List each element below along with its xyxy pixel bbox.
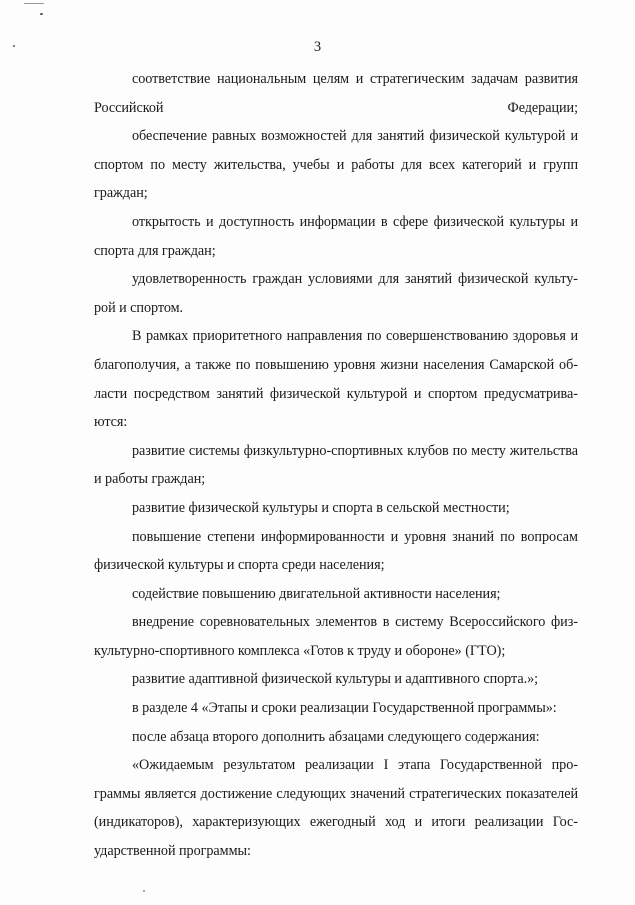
page-number: 3 (313, 39, 322, 55)
paragraph: развитие адаптивной физической культуры и адаптивного спорта.»; (132, 671, 539, 688)
paragraph: в разделе 4 «Этапы и сроки реализации Государственной программы»: (132, 700, 557, 717)
paragraph: В рамках приоритетного направления по совершенствованию здоровья и благополучия, а также по повышению уровня жизни населения Самарской области посредством занятий физической культурой и спортом предусматриваются: (94, 328, 578, 431)
paragraph: «Ожидаемым результатом реализации I этапа Государственной программы является достижение следующих значений стратегических показателей (индикаторов), характеризующих ежегодный ход и итоги реализации Государственной программы: (94, 757, 578, 860)
paragraph: содействие повышению двигательной активности населения; (132, 585, 501, 602)
paragraph: обеспечение равных возможностей для занятий физической культурой и спортом по месту жительства, учебы и работы для всех категорий и групп граждан; (94, 128, 578, 202)
paragraph: внедрение соревновательных элементов в систему Всероссийского физкультурно-спортивного комплекса «Готов к труду и обороне» (ГТО); (94, 614, 578, 659)
paragraph: повышение степени информированности и уровня знаний по вопросам физической культуры и спорта среди населения; (94, 528, 578, 574)
paragraph: соответствие национальным целям и стратегическим задачам развития Российской Федерации; (94, 71, 578, 116)
paragraph: удовлетворенность граждан условиями для занятий физической культурой и спортом. (94, 271, 578, 316)
scan-artifact-line (24, 3, 44, 4)
paragraph: развитие системы физкультурно-спортивных клубов по месту жительства и работы граждан; (94, 442, 578, 488)
paragraph: открытость и доступность информации в сфере физической культуры и спорта для граждан; (94, 213, 578, 259)
paragraph: после абзаца второго дополнить абзацами следующего содержания: (132, 728, 540, 745)
scan-artifact-dot (143, 890, 145, 892)
scan-artifact-dot (40, 13, 43, 15)
paragraph: развитие физической культуры и спорта в сельской местности; (132, 499, 510, 516)
document-body (94, 65, 578, 866)
